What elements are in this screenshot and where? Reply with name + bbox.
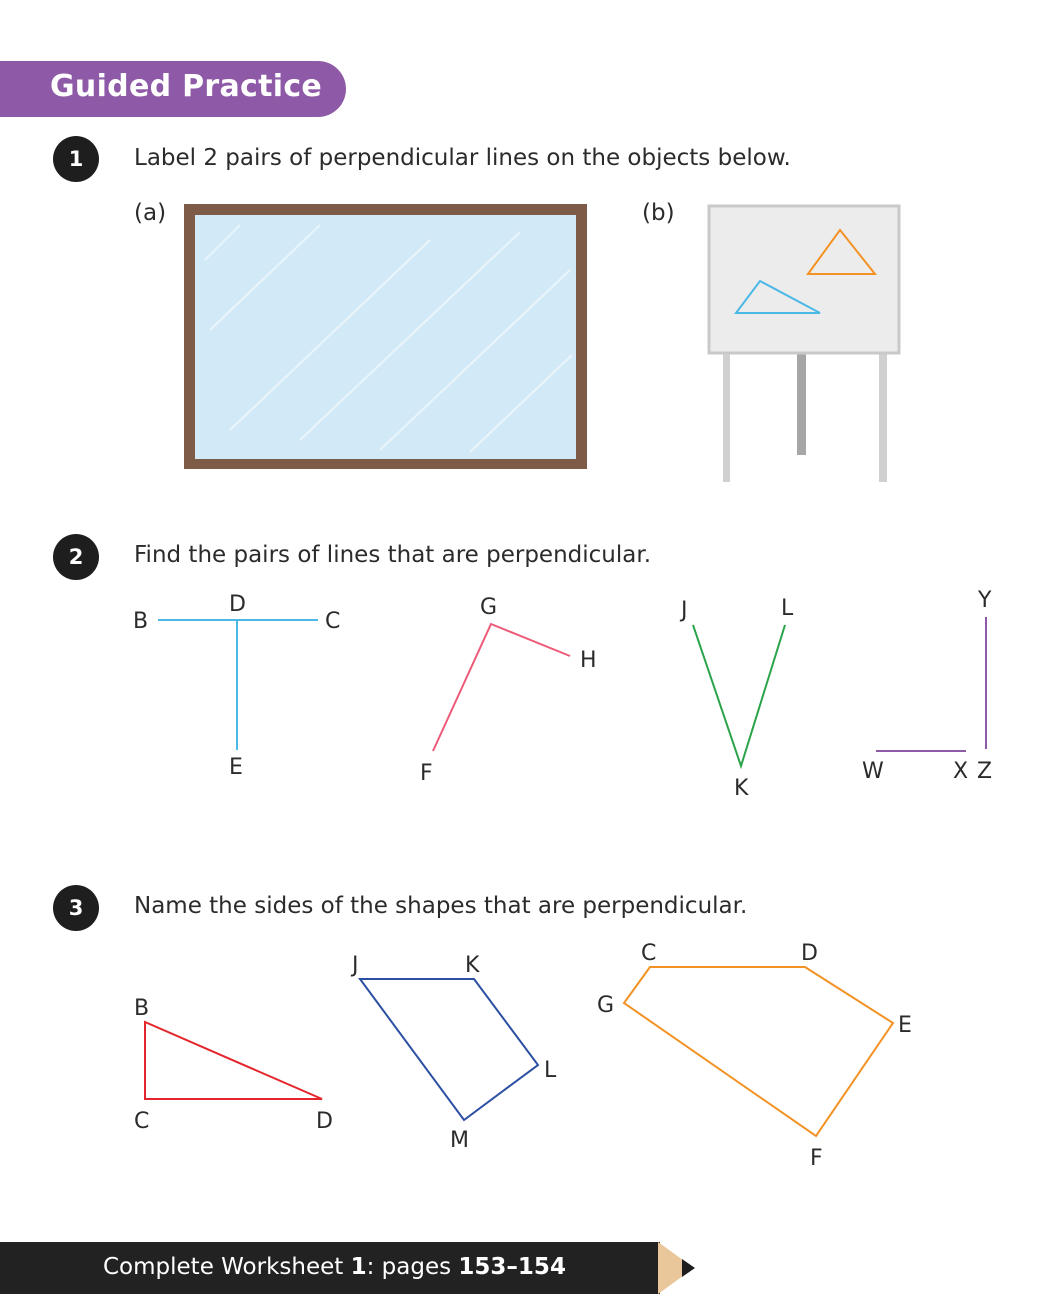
label-g: G	[480, 595, 498, 620]
part-a-label: (a)	[134, 200, 167, 226]
lines-fg-gh	[433, 624, 570, 751]
window-glass	[195, 215, 576, 459]
label-b: B	[134, 996, 150, 1021]
label-e: E	[229, 755, 243, 780]
footer-text	[103, 1254, 566, 1280]
question-2-text: Find the pairs of lines that are perpendicular.	[134, 542, 652, 568]
label-f: F	[810, 1146, 823, 1171]
label-h: H	[580, 648, 597, 673]
label-j: J	[681, 598, 688, 623]
q3-triangle-bcd	[134, 996, 333, 1134]
label-c: C	[641, 941, 657, 966]
q2-figure-t	[133, 592, 340, 780]
triangle-shape	[145, 1022, 322, 1099]
label-l: L	[544, 1058, 557, 1083]
part-b-label: (b)	[642, 200, 675, 226]
pencil-tip-icon	[682, 1259, 695, 1277]
easel-leg-right	[879, 352, 887, 482]
label-d: D	[801, 941, 818, 966]
quad-shape	[360, 979, 538, 1120]
footer-prefix: Complete Worksheet	[103, 1254, 351, 1280]
easel-board	[709, 206, 899, 353]
label-l: L	[781, 596, 794, 621]
q2-figure-wxyz	[862, 588, 992, 784]
label-k: K	[465, 953, 480, 978]
label-y: Y	[978, 588, 992, 613]
label-d: D	[316, 1109, 333, 1134]
label-k: K	[734, 776, 749, 801]
q3-pentagon-cdefg	[597, 941, 912, 1171]
footer-worksheet-number: 1	[350, 1254, 367, 1280]
footer-bar	[0, 1242, 660, 1294]
question-number-3: 3	[53, 885, 99, 931]
question-number-1: 1	[53, 136, 99, 182]
easel-leg-left	[723, 352, 730, 482]
easel-leg-back	[797, 352, 806, 455]
label-f: F	[420, 761, 433, 786]
section-title: Guided Practice	[50, 69, 323, 104]
question-number-2: 2	[53, 534, 99, 580]
pentagon-shape	[624, 967, 893, 1136]
label-e: E	[898, 1013, 912, 1038]
window-picture	[184, 204, 587, 469]
lines-jk-kl	[693, 625, 785, 766]
label-w: W	[862, 759, 884, 784]
easel-picture	[709, 206, 899, 482]
label-x: X	[953, 759, 969, 784]
label-m: M	[450, 1128, 469, 1153]
label-d: D	[229, 592, 246, 617]
label-z: Z	[977, 759, 993, 784]
footer-mid: : pages	[366, 1254, 459, 1280]
q3-quad-jklm	[350, 953, 557, 1153]
label-c: C	[134, 1109, 150, 1134]
label-g: G	[597, 993, 615, 1018]
footer-pages: 153–154	[458, 1254, 566, 1280]
question-1-text: Label 2 pairs of perpendicular lines on the objects below.	[134, 145, 791, 171]
label-j: J	[352, 953, 359, 978]
question-3-text: Name the sides of the shapes that are perpendicular.	[134, 893, 748, 919]
q2-figure-fgh	[420, 595, 597, 786]
label-c: C	[325, 609, 341, 634]
label-b: B	[133, 609, 149, 634]
q2-figure-jkl	[679, 596, 794, 801]
